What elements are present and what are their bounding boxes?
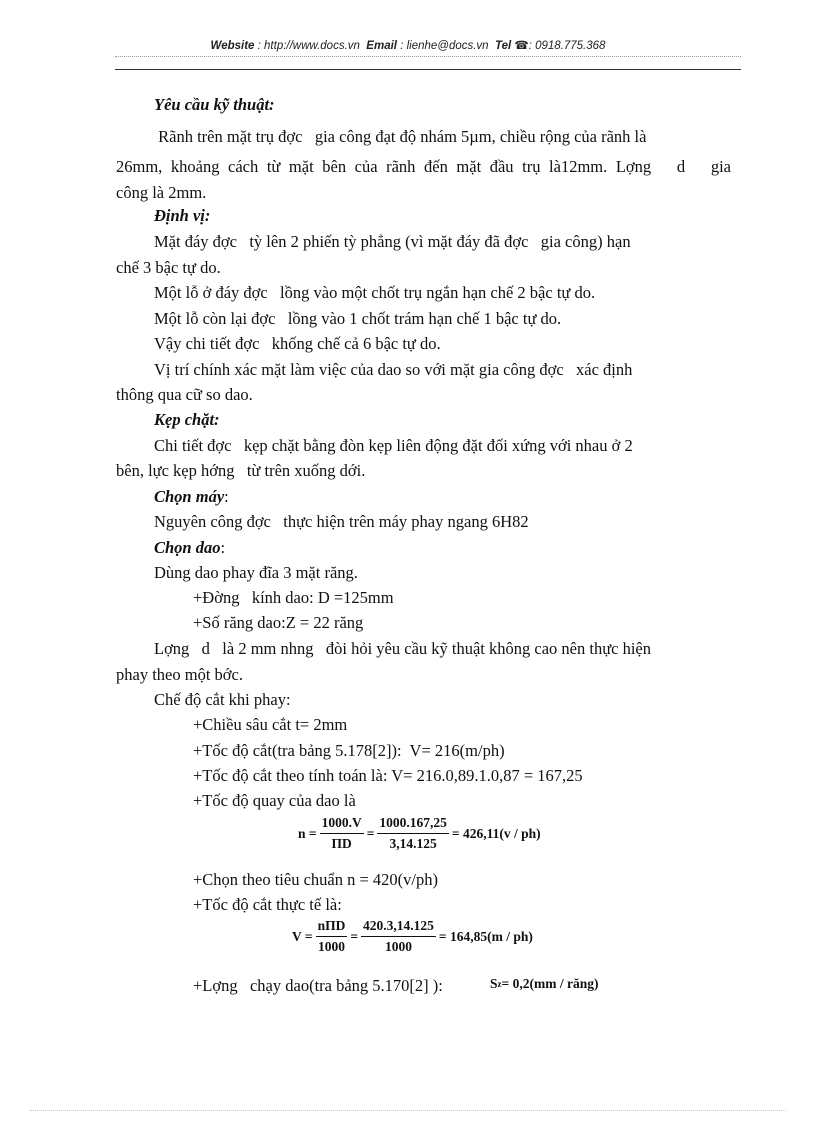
text-line: bên, lực kẹp hớng từ trên xuống dới.: [116, 461, 366, 480]
text-line: +Số răng dao:Z = 22 răng: [193, 613, 364, 632]
heading-cutter-selection: [154, 538, 225, 558]
heading-colon: :: [224, 487, 229, 506]
text-line: +Lợng chạy dao(tra bảng 5.170[2] ):: [193, 976, 443, 995]
heading-colon: :: [220, 538, 226, 557]
text-line: Rãnh trên mặt trụ đợc gia công đạt độ nhám 5µm, chiều rộng của rãnh là: [154, 127, 647, 146]
text-line: 26mm, khoảng cách từ mặt bên của rãnh đến mặt đầu trụ là12mm. Lợng d gia: [116, 157, 731, 176]
formula-cutting-speed: [292, 918, 533, 955]
heading-machine-selection: [154, 487, 229, 507]
fraction: [361, 918, 436, 955]
formula-equals: =: [366, 825, 375, 841]
fraction-denominator: 3,14.125: [389, 836, 437, 851]
text-line: +Chọn theo tiêu chuẩn n = 420(v/ph): [193, 870, 438, 889]
formula-lhs: n =: [298, 825, 317, 841]
heading-clamping: Kẹp chặt:: [154, 410, 220, 429]
heading-label: Chọn máy: [154, 487, 225, 506]
text-line: Một lỗ ở đáy đợc lồng vào một chốt trụ ngắn hạn chế 2 bậc tự do.: [154, 283, 596, 302]
email-label: Email: [366, 40, 397, 52]
fraction-denominator: 1000: [317, 939, 345, 954]
text-line: chế 3 bậc tự do.: [116, 258, 221, 277]
text-line: phay theo một bớc.: [116, 665, 243, 684]
fraction: [377, 815, 449, 852]
text-line: +Chiều sâu cắt t= 2mm: [193, 715, 348, 734]
text-line: Lợng d là 2 mm nhng đòi hỏi yêu cầu kỹ thuật không cao nên thực hiện: [154, 639, 651, 658]
website-value: : http://www.docs.vn: [257, 40, 360, 52]
formula-equals: =: [350, 928, 359, 944]
heading-label: Chọn dao: [154, 538, 221, 557]
text-line: Mặt đáy đợc tỳ lên 2 phiến tỳ phẳng (vì mặt đáy đã đợc gia công) hạn: [154, 232, 631, 251]
fraction-denominator: ΠD: [331, 836, 352, 851]
footer-dotted-rule: [30, 1110, 786, 1111]
page-header: [0, 38, 816, 52]
formula-feed-per-tooth: [490, 976, 598, 992]
text-line: +Đờng kính dao: D =125mm: [193, 588, 394, 607]
fraction-numerator: nΠD: [316, 918, 348, 937]
formula-subscript: z: [497, 979, 502, 989]
heading-technical-requirements: Yêu cầu kỹ thuật:: [154, 95, 275, 114]
formula-result: = 164,85(m / ph): [438, 928, 533, 944]
fraction-numerator: 1000.V: [320, 815, 364, 834]
text-line: Vậy chi tiết đợc khống chế cả 6 bậc tự do.: [154, 334, 441, 353]
text-line: Chi tiết đợc kẹp chặt bằng đòn kẹp liên động đặt đối xứng với nhau ở 2: [154, 436, 633, 455]
heading-positioning: Định vị:: [154, 206, 211, 225]
fraction-numerator: 1000.167,25: [377, 815, 449, 834]
formula-spindle-speed: [298, 815, 541, 852]
website-label: Website: [210, 40, 255, 52]
formula-result: = 426,11(v / ph): [451, 825, 541, 841]
formula-result: = 0,2(mm / răng): [501, 976, 599, 991]
formula-symbol: S: [490, 976, 498, 991]
text-line: Dùng dao phay đĩa 3 mặt răng.: [154, 563, 358, 582]
text-line: +Tốc độ cắt(tra bảng 5.178[2]): V= 216(m/ph): [193, 741, 505, 760]
fraction-denominator: 1000: [384, 939, 412, 954]
phone-icon: ☎: [514, 40, 529, 52]
fraction-numerator: 420.3,14.125: [361, 918, 436, 937]
text-line: Một lỗ còn lại đợc lồng vào 1 chốt trám hạn chế 1 bậc tự do.: [154, 309, 562, 328]
email-value: : lienhe@docs.vn: [400, 40, 489, 52]
fraction: [320, 815, 364, 852]
header-solid-rule: [115, 69, 741, 70]
text-line: +Tốc độ cắt theo tính toán là: V= 216.0,89.1.0,87 = 167,25: [193, 766, 583, 785]
text-line: Nguyên công đợc thực hiện trên máy phay ngang 6H82: [154, 512, 529, 531]
text-line: Vị trí chính xác mặt làm việc của dao so với mặt gia công đợc xác định: [154, 360, 633, 379]
tel-value: : 0918.775.368: [528, 40, 606, 52]
fraction: [316, 918, 348, 955]
text-line: +Tốc độ quay của dao là: [193, 791, 356, 810]
formula-lhs: V =: [292, 928, 313, 944]
text-line: +Tốc độ cắt thực tế là:: [193, 895, 342, 914]
text-line: thông qua cữ so dao.: [116, 385, 253, 404]
header-dotted-rule: [115, 56, 741, 57]
tel-label: Tel: [494, 40, 512, 52]
text-line: Chế độ cắt khi phay:: [154, 690, 291, 709]
text-line: công là 2mm.: [116, 183, 207, 202]
